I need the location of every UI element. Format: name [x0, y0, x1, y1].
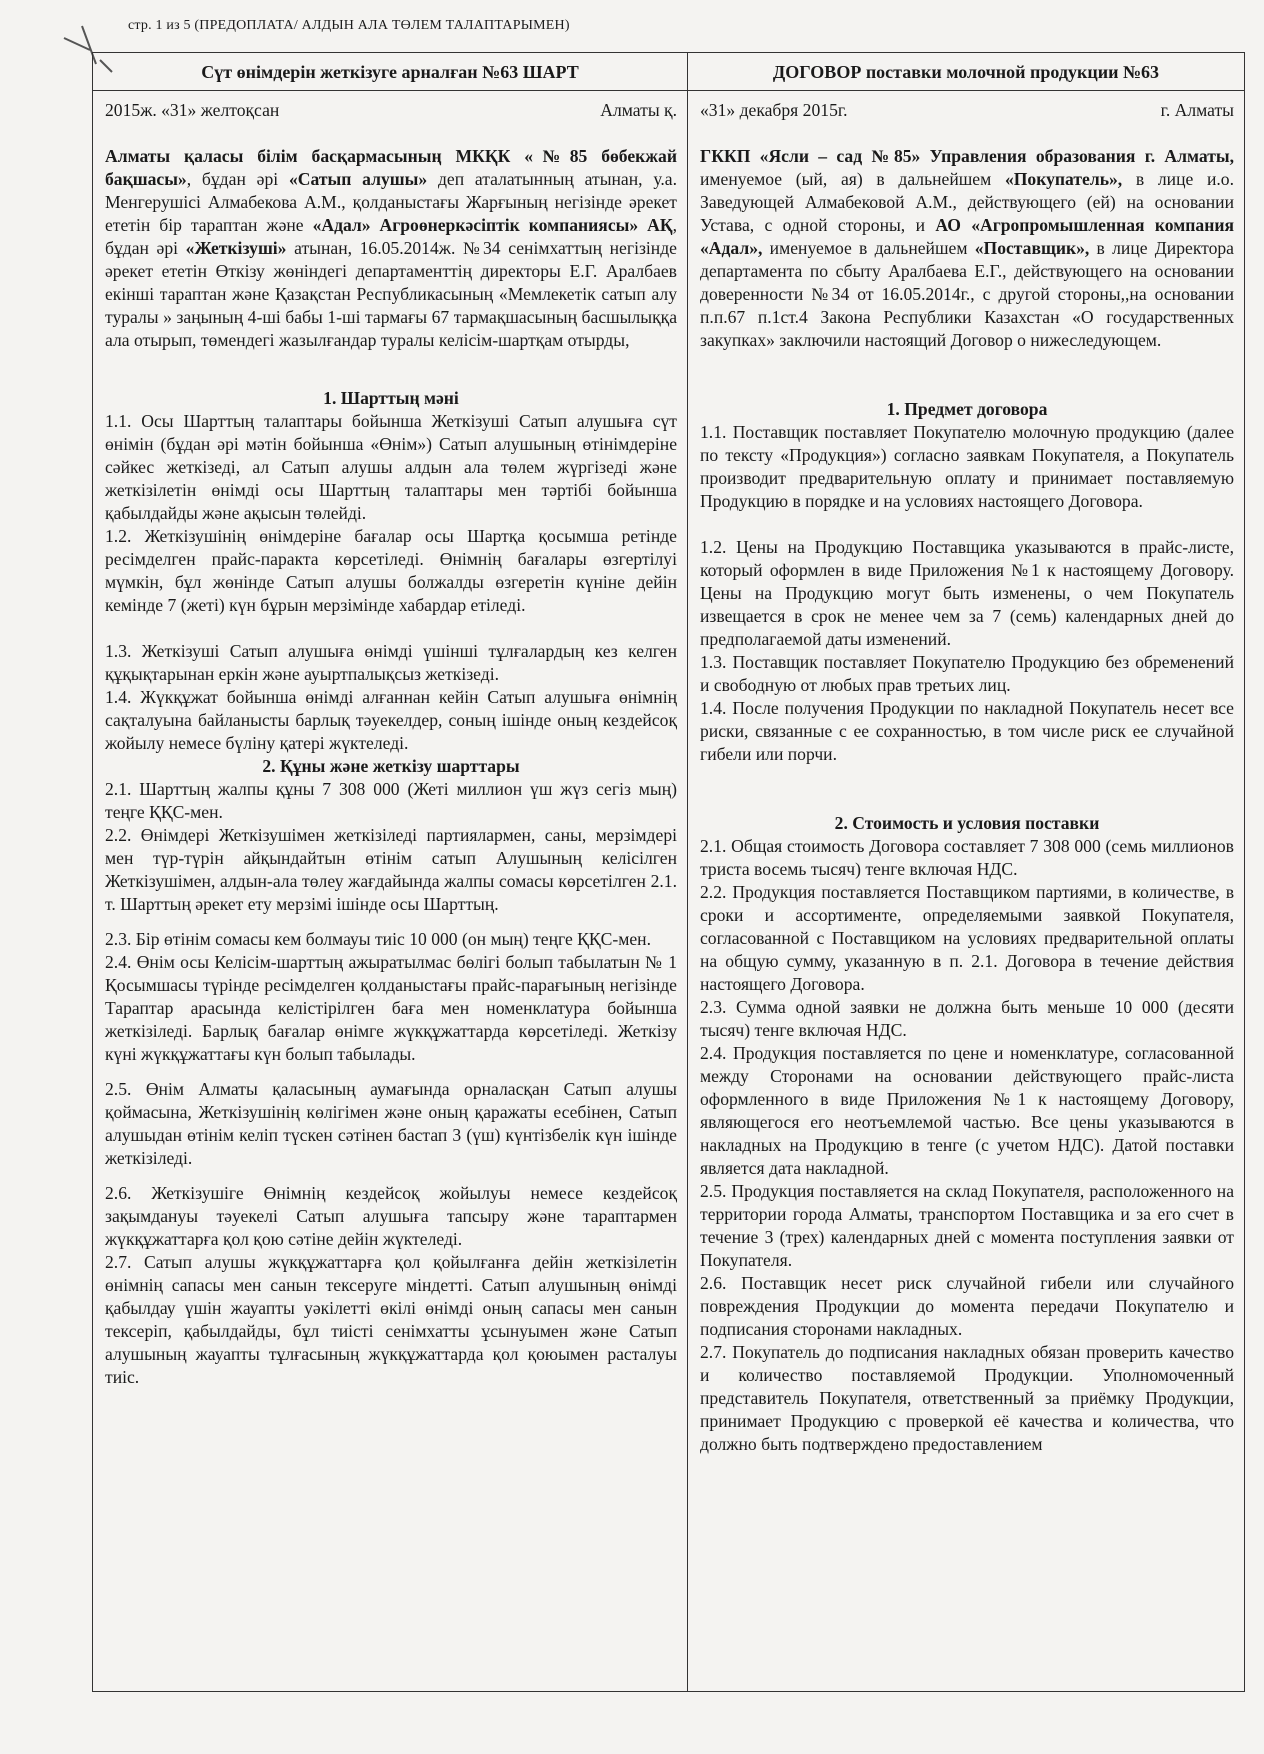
russian-clause-2-5: 2.5. Продукция поставляется на склад Покупателя, расположенного на территории города Алматы, транспортом Поставщика и за его счет в течение 3 (трех) календарных дней с момента поступления заявки от Покупателя. — [700, 1181, 1234, 1270]
russian-dateline — [700, 99, 1234, 122]
russian-clause-2-4: 2.4. Продукция поставляется по цене и номенклатуре, согласованной между Сторонами на основании действующего прайс-листа оформленного в виде Приложения №1 к настоящему Договору, являющегося его неотъемлемой частью. Все цены указываются в накладных на Продукцию в тенге (с учетом НДС). Датой поставки является дата накладной. — [700, 1043, 1234, 1178]
kazakh-clause-1-2: 1.2. Жеткізушінің өнімдеріне бағалар осы Шартқа қосымша ретінде ресімделген прайс-паракта көрсетіледі. Өнімнің бағалары өзгертілуі мүмкін, бұл жөнінде Сатып алушы болжалды өзгеретін күніне дейін кемінде 7 (жеті) күн бұрын мерзімінде хабардар етіледі. — [105, 526, 677, 615]
russian-clause-2-6: 2.6. Поставщик несет риск случайной гибели или случайного повреждения Продукции до момента передачи Покупателю и подписания сторонами накладных. — [700, 1273, 1234, 1339]
kazakh-clause-2-6: 2.6. Жеткізушіге Өнімнің кездейсоқ жойылуы немесе кездейсоқ зақымдануы тәуекелі Сатып алушыға тапсыру және тараптармен жүкқұжаттарға қол қою сәтіне дейін жүктеледі. — [105, 1183, 677, 1249]
russian-clause-2-1: 2.1. Общая стоимость Договора составляет 7 308 000 (семь миллионов триста восемь тысяч) тенге включая НДС. — [700, 836, 1234, 879]
page-header: стр. 1 из 5 (ПРЕДОПЛАТА/ АЛДЫН АЛА ТӨЛЕМ ТАЛАПТАРЫМЕН) — [128, 18, 570, 33]
kazakh-section-2-heading: 2. Құны және жеткізу шарттары — [262, 756, 520, 776]
kazakh-clause-2-2: 2.2. Өнімдері Жеткізушімен жеткізіледі партиялармен, саны, мерзімдері мен түр-түрін айқындайтын өтінім сатып Алушының келісілген Жеткізушімен, алдын-ала төлеу жағдайында жалпы сомасы көрсетілген 2.1. т. Шарттың әрекет ету мерзімі ішінде осы Шарттың. — [105, 825, 677, 914]
kazakh-clause-2-5: 2.5. Өнім Алматы қаласының аумағында орналасқан Сатып алушы қоймасына, Жеткізушінің көлігімен және оның қаражаты есебінен, Сатып алушыдан өтінім келіп түскен сәтінен бастап 3 (үш) күнтізбелік күн ішінде жеткізіледі. — [105, 1079, 677, 1168]
kazakh-date: 2015ж. «31» желтоқсан — [105, 100, 280, 120]
kazakh-section-1-heading: 1. Шарттың мәні — [323, 388, 459, 408]
russian-clause-2-2: 2.2. Продукция поставляется Поставщиком партиями, в количестве, в сроки и ассортименте, определяемыми заявкой Покупателя, согласованной с Поставщиком на условиях предварительной оплаты на общую сумму, указанную в п. 2.1. Договора в течение действия настоящего Договора. — [700, 882, 1234, 994]
russian-clause-1-1: 1.1. Поставщик поставляет Покупателю молочную продукцию (далее по тексту «Продукция») согласно заявкам Покупателя, а Покупатель производит предварительную оплату и принимает поставляемую Продукцию в порядке и на условиях настоящего Договора. — [700, 422, 1234, 511]
kazakh-city: Алматы қ. — [600, 100, 677, 120]
russian-date: «31» декабря 2015г. — [700, 100, 848, 120]
kazakh-column — [93, 53, 688, 1691]
russian-intro: ГККП «Ясли – сад №85» Управления образования г. Алматы, именуемое (ый, ая) в дальнейшем «Покупатель», в лице и.о. Заведующей Алмабековой А.М., действующего (ей) на основании Устава, с одной стороны, и АО «Агропромышленная компания «Адал», именуемое в дальнейшем «Поставщик», в лице Директора департамента по сбыту Аралбаева Е.Г., действующего на основании доверенности №34 от 16.05.2014г., с другой стороны,,на основании п.п.67 п.1ст.4 Закона Республики Казахстан «О государственных закупках» заключили настоящий Договор о нижеследующем. — [700, 146, 1234, 350]
russian-clause-2-3: 2.3. Сумма одной заявки не должна быть меньше 10 000 (десяти тысяч) тенге включая НДС. — [700, 997, 1234, 1040]
kazakh-clause-2-7: 2.7. Сатып алушы жүкқұжаттарға қол қойылғанға дейін жеткізілетін өнімнің сапасы мен санын тексеруге міндетті. Сатып алушының өнімді қабылдау үшін жауапты уәкілетті өкілі өнімді оның сапасы мен санын тексеріп, қабылдайды, бұл тиісті сенімхатты ұсынуымен және Сатып алушының жауапты тұлғасының жүкқұжаттарда қол қоюымен расталуы тиіс. — [105, 1252, 677, 1387]
contract-table — [92, 52, 1245, 1692]
russian-city: г. Алматы — [1160, 100, 1234, 120]
russian-column — [688, 53, 1244, 1691]
kazakh-clause-1-3: 1.3. Жеткізуші Сатып алушыға өнімді үшінші тұлғалардың кез келген құқықтарынан еркін және ауыртпалықсыз жеткізеді. — [105, 641, 677, 684]
kazakh-clause-1-4: 1.4. Жүкқұжат бойынша өнімді алғаннан кейін Сатып алушыға өнімнің сақталуына байланысты барлық тәуекелдер, соның ішінде оның кездейсоқ жойылу немесе бүліну қатері жүктеледі. — [105, 687, 677, 753]
kazakh-clause-2-1: 2.1. Шарттың жалпы құны 7 308 000 (Жеті миллион үш жүз сегіз мың) теңге ҚҚС-мен. — [105, 779, 677, 822]
russian-title: ДОГОВОР поставки молочной продукции №63 — [688, 57, 1244, 91]
kazakh-dateline — [105, 99, 677, 122]
russian-clause-1-2: 1.2. Цены на Продукцию Поставщика указываются в прайс-листе, который оформлен в виде Приложения №1 к настоящему Договору. Цены на Продукцию могут быть изменены, о чем Покупатель извещается в срок не менее чем за 7 (семь) календарных дней до предполагаемой даты изменений. — [700, 537, 1234, 649]
russian-section-2-heading: 2. Стоимость и условия поставки — [834, 813, 1100, 833]
russian-clause-2-7: 2.7. Покупатель до подписания накладных обязан проверить качество и количество поставляемой Продукции. Уполномоченный представитель Покупателя, ответственный за приёмку Продукции, принимает Продукцию с проверкой её качества и количества, что должно быть подтверждено предоставлением — [700, 1342, 1234, 1454]
kazakh-clause-1-1: 1.1. Осы Шарттың талаптары бойынша Жеткізуші Сатып алушыға сүт өнімін (бұдан әрі мәтін бойынша «Өнім») Сатып алушының өтінімдеріне сәйкес жеткізеді, ал Сатып алушы алдын ала төлем жүргізеді және жеткізілетін өнімді осы Шарттың талаптары мен тәртібі бойынша қабылдайды және ақысын төлейді. — [105, 411, 677, 523]
russian-clause-1-4: 1.4. После получения Продукции по накладной Покупатель несет все риски, связанные с ее сохранностью, в том числе риск ее случайной гибели или порчи. — [700, 698, 1234, 764]
russian-section-1-heading: 1. Предмет договора — [886, 399, 1048, 419]
kazakh-clause-2-3: 2.3. Бір өтінім сомасы кем болмауы тиіс 10 000 (он мың) теңге ҚҚС-мен. — [105, 929, 651, 949]
kazakh-clause-2-4: 2.4. Өнім осы Келісім-шарттың ажыратылмас бөлігі болып табылатын № 1 Қосымшасы түрінде ресімделген қолданыстағы прайс-парағының негізінде Тараптар арасында келістірілген баға мен номенклатура бойынша жеткізіледі. Барлық бағалар өнімге жүкқұжаттарда көрсетіледі. Жеткізу күні жүкқұжаттағы күн болып табылады. — [105, 952, 677, 1064]
kazakh-title: Сүт өнімдерін жеткізуге арналған №63 ШАРТ — [93, 57, 687, 91]
kazakh-intro: Алматы қаласы білім басқармасының МКҚК «№85 бөбекжай бақшасы», бұдан әрі «Сатып алушы» деп аталатынның атынан, у.а. Менгерушісі Алмабекова А.М., қолданыстағы Жарғының негізінде әрекет ететін бір тараптан және «Адал» Агроөнеркәсіптік компаниясы» АҚ, бұдан әрі «Жеткізуші» атынан, 16.05.2014ж. №34 сенімхаттың негізінде әрекет ететін Өткізу жөніндегі департаменттің директоры Е.Г. Аралбаев екінші тараптан және Қазақстан Республикасының «Мемлекетік сатып алу туралы » заңының 4-ші бабы 1-ші тармағы 67 тармақшасының басшылыққа ала отырып, төмендегі жазылғандар туралы келісім-шартқам отырды, — [105, 146, 677, 350]
russian-clause-1-3: 1.3. Поставщик поставляет Покупателю Продукцию без обременений и свободную от любых прав третьих лиц. — [700, 652, 1234, 695]
